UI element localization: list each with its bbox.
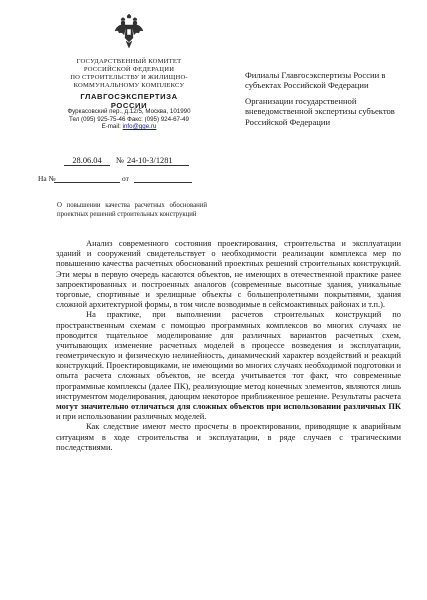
document-number: 24-10-3/1281 [127,156,189,166]
org-line: РОССИЙСКОЙ ФЕДЕРАЦИИ [83,66,175,73]
email-label: E-mail: [101,123,121,131]
number-sign: № [116,156,124,165]
reference-from-label: от [122,174,129,183]
org-line: ПО СТРОИТЕЛЬСТВУ И ЖИЛИЩНО- [70,74,188,81]
address-text: Фуркасовский пер., д.12/5, Москва, 101990 [67,108,191,115]
email-link[interactable]: info@gge.ru [122,123,157,131]
agency-name: ГЛАВГОСЭКСПЕРТИЗА РОССИИ [80,92,178,110]
body-text-segment: и при использовании различных моделей. [56,411,207,422]
coat-of-arms-emblem [114,14,144,50]
reference-number-line [54,182,120,183]
letter-subject: О повышении качества расчетных обоснований проектных решений строительных конструкций [57,202,207,218]
reference-label: На № [38,174,56,183]
body-paragraph: Как следствие имеют место просчеты в проектировании, приводящие к аварийным ситуациям в ходе строительства и эксплуатации, в ряде случаев с трагическими последствиями. [56,421,401,452]
reference-date-line [134,182,192,183]
organization-title [62,58,196,90]
body-text-segment: На практике, при выполнении расчетов строительных конструкций по пространственным схемам с помощью программных комплексов во многих случаях не проводится тщательное моделирование для различных вариантов расчетных схем, учитывающих изменение расчетных моделей в процессе возведения и эксплуатации, геометрическую и физическую нелинейность, динамический характер воздействий и реакций конструкций. Проектировщиками, не имеющими во многих случаях необходимой подготовки и опыта расчета сложных объектов, не всегда учитывается тот факт, что современные программные комплексы (далее ПК), реализующие метод конечных элементов, являются лишь инструментом моделирования, дающим некоторое приближенное решение. Результаты расчета [56,309,401,401]
org-line: КОММУНАЛЬНОМУ КОМПЛЕКСУ [73,82,185,89]
email-row [62,123,196,131]
contact-block [62,108,196,131]
org-line: ГОСУДАРСТВЕННЫЙ КОМИТЕТ [76,58,182,65]
document-date: 28.06.04 [64,156,110,166]
body-paragraph: Анализ современного состояния проектирования, строительства и эксплуатации зданий и сооружений свидетельствует о необходимости реализации комплекса мер по повышению качества расчетных обоснований проектных решений строительных конструкций. Эти меры в первую очередь касаются объектов, не имеющих в отечественной практике ранее запроектированных и построенных аналогов (современные высотные здания, уникальные торговые, спортивные и зрелищные объекты с большепролетными покрытиями, здания сложной архитектурной формы, в том числе возводимые в сейсмоактивных районах и т.п.). [56,238,401,310]
recipient-organizations: Организации государственной вневедомственной экспертизы субъектов Российской Федерации [245,96,395,127]
recipient-branches: Филиалы Главгосэкспертизы России в субъектах Российской Федерации [245,70,386,91]
body-bold-segment: могут значительно отличаться для сложных объектов при использовании различных ПК [56,401,401,411]
body-paragraph [56,309,401,421]
phone-fax-text: Тел (095) 925-75-46 Факс: (095) 924-67-49 [69,115,189,123]
letter-body [56,238,401,452]
